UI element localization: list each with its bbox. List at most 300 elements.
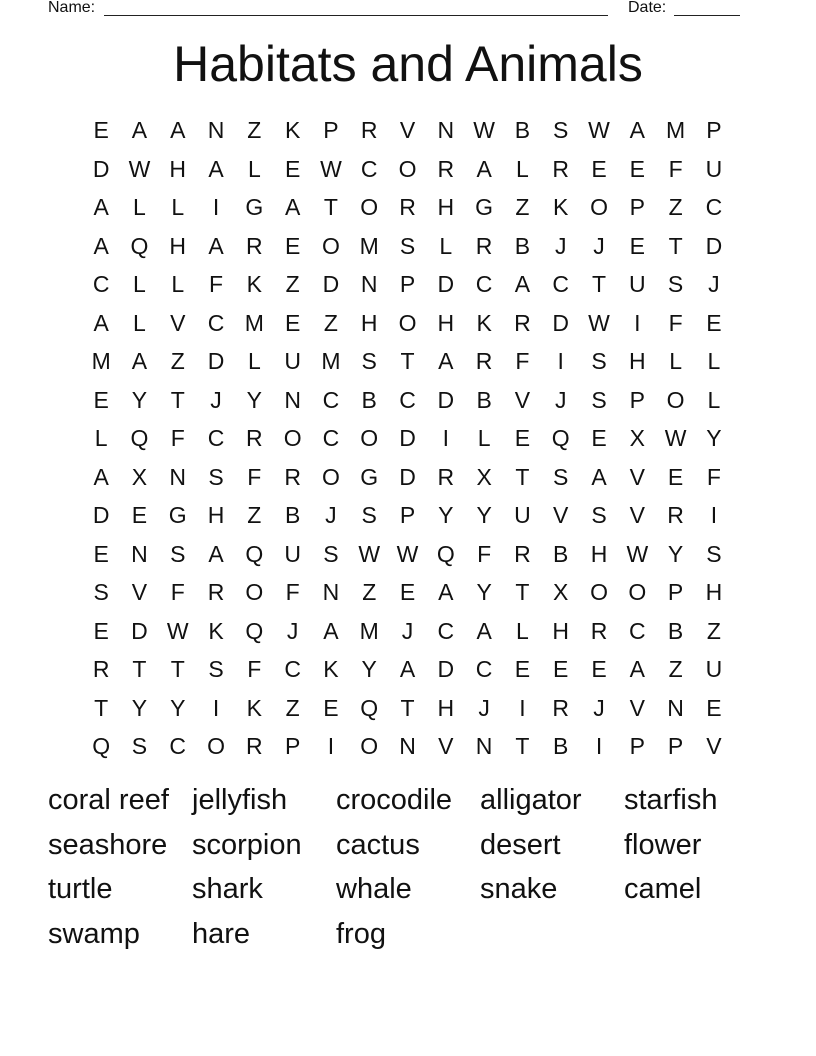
grid-letter: V <box>553 502 569 528</box>
grid-letter: Y <box>131 694 148 721</box>
grid-letter: A <box>399 656 416 682</box>
grid-letter: R <box>475 232 493 259</box>
grid-letter: E <box>131 502 148 528</box>
grid-letter: D <box>131 617 148 644</box>
grid-letter: O <box>590 194 608 220</box>
grid-letter: D <box>92 502 110 528</box>
grid-letter: H <box>169 155 187 182</box>
grid-letter: A <box>438 579 454 605</box>
grid-letter: T <box>323 194 338 220</box>
grid-letter: S <box>93 579 109 605</box>
grid-letter: Z <box>285 694 300 721</box>
grid-letter: G <box>360 463 379 490</box>
grid-letter: L <box>133 194 146 220</box>
grid-letter: F <box>285 579 300 605</box>
grid-letter: J <box>554 232 567 259</box>
grid-letter: H <box>437 309 455 336</box>
grid-letter: P <box>323 117 339 143</box>
grid-letter: E <box>93 386 109 413</box>
grid-letter: Q <box>130 425 149 451</box>
grid-letter: D <box>399 463 416 490</box>
grid-letter: B <box>553 733 569 759</box>
grid-letter: B <box>361 386 377 413</box>
word-list-item: flower <box>624 828 702 861</box>
date-label: Date: <box>628 0 667 16</box>
grid-letter: L <box>516 617 529 644</box>
grid-letter: E <box>323 694 339 721</box>
grid-letter: S <box>361 348 377 374</box>
grid-letter: R <box>552 694 570 721</box>
grid-letter: E <box>514 425 531 451</box>
grid-letter: D <box>207 348 225 374</box>
grid-letter: Y <box>361 656 377 682</box>
grid-letter: U <box>514 502 531 528</box>
grid-letter: I <box>519 694 526 721</box>
grid-letter: I <box>327 733 335 759</box>
grid-letter: D <box>322 271 340 297</box>
grid-letter: R <box>437 155 455 182</box>
grid-letter: G <box>168 502 187 528</box>
grid-letter: E <box>93 117 109 143</box>
word-list-item: jellyfish <box>192 784 288 816</box>
grid-letter: E <box>667 463 684 490</box>
grid-letter: F <box>515 348 530 374</box>
grid-letter: B <box>553 540 569 567</box>
grid-letter: K <box>208 617 224 644</box>
word-list-item: shark <box>192 873 263 906</box>
grid-letter: S <box>170 540 186 567</box>
grid-letter: D <box>399 425 416 451</box>
grid-letter: Q <box>436 540 455 567</box>
grid-letter: A <box>284 194 301 220</box>
grid-letter: N <box>207 117 225 143</box>
grid-letter: I <box>212 694 220 721</box>
grid-letter: R <box>552 155 570 182</box>
grid-letter: S <box>706 540 722 567</box>
grid-letter: S <box>131 733 148 759</box>
grid-letter: A <box>514 271 531 297</box>
grid-letter: T <box>515 463 530 490</box>
grid-letter: E <box>591 656 607 682</box>
grid-letter: U <box>705 155 723 182</box>
grid-letter: H <box>437 694 455 721</box>
grid-letter: E <box>514 656 531 682</box>
grid-letter: T <box>94 694 109 721</box>
grid-letter: V <box>514 386 531 413</box>
grid-letter: E <box>284 155 301 182</box>
grid-letter: C <box>360 155 378 182</box>
grid-letter: Y <box>170 694 186 721</box>
grid-letter: O <box>590 579 608 605</box>
word-list-item: starfish <box>624 784 718 816</box>
grid-letter: V <box>629 463 645 490</box>
grid-letter: L <box>94 425 108 451</box>
worksheet-header <box>0 0 816 20</box>
grid-letter: N <box>322 579 340 605</box>
grid-letter: W <box>320 155 342 182</box>
grid-letter: X <box>629 425 645 451</box>
grid-letter: H <box>360 309 378 336</box>
grid-letter: A <box>208 155 224 182</box>
grid-letter: N <box>169 463 187 490</box>
grid-letter: I <box>442 425 450 451</box>
grid-letter: Z <box>362 579 377 605</box>
grid-letter: H <box>552 617 570 644</box>
grid-letter: I <box>557 348 564 374</box>
grid-letter: J <box>593 694 605 721</box>
grid-letter: Z <box>515 194 530 220</box>
grid-letter: J <box>210 386 222 413</box>
grid-letter: J <box>593 232 605 259</box>
grid-letter: E <box>591 155 607 182</box>
grid-letter: K <box>323 656 339 682</box>
grid-letter: A <box>93 309 109 336</box>
grid-letter: X <box>553 579 569 605</box>
grid-letter: Z <box>668 656 683 682</box>
word-list-item: swamp <box>48 918 140 951</box>
grid-letter: Q <box>551 425 570 451</box>
grid-letter: V <box>438 733 454 759</box>
grid-letter: D <box>705 232 723 259</box>
grid-letter: Z <box>323 309 338 336</box>
word-list-item: whale <box>336 873 412 906</box>
grid-letter: R <box>514 309 531 336</box>
grid-letter: S <box>667 271 684 297</box>
grid-letter: K <box>284 117 301 143</box>
grid-letter: U <box>628 271 646 297</box>
grid-letter: U <box>705 656 723 682</box>
word-list-item: coral reef <box>48 784 169 816</box>
grid-letter: R <box>207 579 225 605</box>
grid-letter: O <box>360 733 379 759</box>
grid-letter: A <box>208 540 224 567</box>
word-list-item: seashore <box>48 828 168 861</box>
grid-letter: R <box>360 117 378 143</box>
grid-letter: Y <box>706 425 722 451</box>
grid-letter: W <box>128 155 151 182</box>
grid-letter: Y <box>246 386 262 413</box>
grid-letter: V <box>629 694 645 721</box>
grid-letter: A <box>93 232 109 259</box>
grid-letter: L <box>707 386 721 413</box>
grid-letter: Q <box>245 617 264 644</box>
grid-letter: T <box>170 656 185 682</box>
word-list-item: cactus <box>336 828 420 861</box>
grid-letter: C <box>322 386 340 413</box>
grid-letter: S <box>553 463 569 490</box>
grid-letter: J <box>325 502 337 528</box>
grid-letter: V <box>131 579 148 605</box>
grid-letter: Q <box>245 540 264 567</box>
grid-letter: D <box>552 309 570 336</box>
grid-letter: S <box>208 656 224 682</box>
grid-letter: C <box>284 656 301 682</box>
grid-letter: E <box>591 425 607 451</box>
grid-letter: A <box>629 656 645 682</box>
grid-letter: O <box>398 309 417 336</box>
grid-letter: B <box>514 117 531 143</box>
grid-letter: T <box>515 733 530 759</box>
grid-letter: B <box>476 386 492 413</box>
grid-letter: R <box>437 463 455 490</box>
grid-letter: E <box>706 694 722 721</box>
grid-letter: V <box>629 502 645 528</box>
grid-letter: H <box>169 232 187 259</box>
grid-letter: E <box>93 540 109 567</box>
grid-letter: N <box>475 733 493 759</box>
grid-letter: Y <box>667 540 684 567</box>
grid-letter: H <box>590 540 608 567</box>
grid-letter: I <box>595 733 603 759</box>
grid-letter: B <box>667 617 684 644</box>
grid-letter: X <box>131 463 148 490</box>
grid-letter: P <box>629 194 645 220</box>
grid-letter: C <box>169 733 187 759</box>
grid-letter: I <box>634 309 641 336</box>
page-title: Habitats and Animals <box>173 36 643 92</box>
grid-letter: U <box>284 348 301 374</box>
grid-letter: L <box>516 155 529 182</box>
grid-letter: P <box>706 117 722 143</box>
grid-letter: G <box>245 194 264 220</box>
grid-letter: V <box>170 309 186 336</box>
grid-letter: O <box>321 232 340 259</box>
grid-letter: B <box>514 232 531 259</box>
word-list-item: desert <box>480 828 561 861</box>
grid-letter: J <box>708 271 720 297</box>
grid-letter: D <box>437 656 455 682</box>
grid-letter: O <box>360 194 379 220</box>
grid-letter: C <box>92 271 110 297</box>
grid-letter: S <box>591 502 607 528</box>
grid-letter: Y <box>131 386 148 413</box>
grid-letter: A <box>476 155 492 182</box>
grid-letter: X <box>476 463 492 490</box>
grid-letter: W <box>473 117 495 143</box>
grid-letter: K <box>476 309 492 336</box>
grid-letter: W <box>396 540 419 567</box>
grid-letter: L <box>247 348 261 374</box>
grid-letter: F <box>668 155 683 182</box>
grid-letter: T <box>132 656 147 682</box>
grid-letter: H <box>628 348 646 374</box>
grid-letter: A <box>93 463 109 490</box>
grid-letter: J <box>478 694 490 721</box>
grid-letter: T <box>170 386 185 413</box>
grid-letter: C <box>552 271 570 297</box>
grid-letter: F <box>170 579 185 605</box>
grid-letter: C <box>322 425 340 451</box>
grid-letter: T <box>515 579 530 605</box>
grid-letter: O <box>628 579 647 605</box>
grid-letter: A <box>170 117 186 143</box>
grid-letter: H <box>437 194 455 220</box>
grid-letter: L <box>133 271 146 297</box>
word-list-item: snake <box>480 873 558 906</box>
grid-letter: A <box>131 117 148 143</box>
grid-letter: P <box>629 733 645 759</box>
grid-letter: I <box>710 502 718 528</box>
grid-letter: F <box>170 425 185 451</box>
grid-letter: C <box>207 425 225 451</box>
grid-letter: L <box>171 194 185 220</box>
grid-letter: Z <box>285 271 300 297</box>
grid-letter: L <box>439 232 453 259</box>
grid-letter: S <box>399 232 416 259</box>
grid-letter: W <box>588 117 610 143</box>
grid-letter: H <box>705 579 723 605</box>
grid-letter: L <box>707 348 721 374</box>
grid-letter: W <box>358 540 381 567</box>
grid-letter: L <box>133 309 146 336</box>
grid-letter: A <box>131 348 148 374</box>
grid-letter: P <box>667 733 684 759</box>
grid-letter: Z <box>247 117 262 143</box>
grid-letter: A <box>476 617 492 644</box>
grid-letter: W <box>664 425 687 451</box>
grid-letter: R <box>92 656 110 682</box>
grid-letter: F <box>477 540 492 567</box>
grid-letter: C <box>207 309 225 336</box>
grid-letter: S <box>208 463 224 490</box>
grid-letter: O <box>398 155 417 182</box>
grid-letter: N <box>131 540 148 567</box>
grid-letter: V <box>706 733 722 759</box>
grid-letter: O <box>666 386 685 413</box>
grid-letter: C <box>399 386 416 413</box>
grid-letter: C <box>437 617 455 644</box>
grid-letter: L <box>247 155 261 182</box>
grid-letter: C <box>475 271 493 297</box>
word-list-item: alligator <box>480 784 582 816</box>
grid-letter: K <box>553 194 569 220</box>
grid-letter: A <box>591 463 607 490</box>
letter-grid <box>82 111 733 766</box>
grid-letter: N <box>667 694 684 721</box>
grid-letter: J <box>401 617 414 644</box>
grid-letter: E <box>93 617 109 644</box>
word-list-item: frog <box>336 918 386 951</box>
grid-letter: F <box>668 309 683 336</box>
grid-letter: U <box>284 540 301 567</box>
grid-letter: R <box>284 463 301 490</box>
date-blank-line[interactable] <box>674 15 740 16</box>
grid-letter: W <box>166 617 189 644</box>
grid-letter: T <box>591 271 607 297</box>
grid-letter: E <box>284 309 301 336</box>
grid-letter: Z <box>170 348 185 374</box>
grid-letter: R <box>399 194 416 220</box>
grid-letter: O <box>360 425 379 451</box>
word-list-item: hare <box>192 918 251 951</box>
grid-letter: T <box>400 348 415 374</box>
grid-letter: S <box>591 386 607 413</box>
grid-letter: C <box>628 617 646 644</box>
grid-letter: Y <box>476 502 492 528</box>
grid-letter: N <box>360 271 378 297</box>
grid-letter: K <box>246 694 262 721</box>
grid-letter: Q <box>130 232 149 259</box>
grid-letter: I <box>212 194 220 220</box>
grid-letter: N <box>284 386 301 413</box>
grid-letter: P <box>399 271 416 297</box>
grid-letter: D <box>92 155 110 182</box>
word-list-item: turtle <box>48 873 113 906</box>
grid-letter: S <box>591 348 607 374</box>
grid-letter: P <box>667 579 684 605</box>
grid-letter: E <box>629 155 645 182</box>
word-list-item: camel <box>624 873 702 906</box>
grid-letter: R <box>590 617 608 644</box>
grid-letter: A <box>323 617 339 644</box>
grid-letter: W <box>588 309 610 336</box>
grid-letter: M <box>244 309 264 336</box>
grid-letter: A <box>93 194 109 220</box>
grid-letter: L <box>171 271 185 297</box>
grid-letter: Q <box>92 733 111 759</box>
word-list <box>48 778 768 957</box>
grid-letter: C <box>705 194 723 220</box>
grid-letter: M <box>359 617 379 644</box>
grid-letter: L <box>669 348 682 374</box>
grid-letter: R <box>475 348 493 374</box>
grid-letter: P <box>629 386 645 413</box>
grid-letter: S <box>323 540 339 567</box>
grid-letter: R <box>514 540 531 567</box>
grid-letter: D <box>437 271 455 297</box>
grid-letter: J <box>554 386 567 413</box>
grid-letter: O <box>321 463 340 490</box>
grid-letter: K <box>246 271 262 297</box>
grid-letter: F <box>706 463 721 490</box>
grid-letter: A <box>438 348 454 374</box>
grid-letter: M <box>321 348 341 374</box>
grid-letter: Y <box>476 579 492 605</box>
grid-letter: P <box>399 502 416 528</box>
grid-letter: V <box>399 117 416 143</box>
grid-letter: E <box>706 309 722 336</box>
grid-letter: R <box>246 425 263 451</box>
grid-letter: E <box>553 656 569 682</box>
grid-letter: Z <box>247 502 262 528</box>
word-list-item: crocodile <box>336 784 453 816</box>
grid-letter: R <box>667 502 684 528</box>
word-list-item: scorpion <box>192 828 302 861</box>
grid-letter: O <box>283 425 302 451</box>
name-blank-line[interactable] <box>104 15 608 16</box>
grid-letter: O <box>207 733 225 759</box>
grid-letter: Z <box>706 617 721 644</box>
grid-letter: G <box>475 194 494 220</box>
grid-letter: E <box>399 579 416 605</box>
grid-letter: H <box>207 502 225 528</box>
grid-letter: A <box>208 232 224 259</box>
grid-letter: R <box>246 733 263 759</box>
grid-letter: A <box>629 117 645 143</box>
grid-letter: M <box>359 232 379 259</box>
grid-letter: F <box>247 656 262 682</box>
name-label: Name: <box>48 0 96 16</box>
grid-letter: N <box>437 117 455 143</box>
grid-letter: S <box>553 117 569 143</box>
grid-letter: L <box>477 425 491 451</box>
grid-letter: B <box>284 502 301 528</box>
grid-letter: M <box>91 348 111 374</box>
grid-letter: Z <box>668 194 683 220</box>
grid-letter: E <box>284 232 301 259</box>
grid-letter: E <box>629 232 645 259</box>
grid-letter: N <box>399 733 416 759</box>
